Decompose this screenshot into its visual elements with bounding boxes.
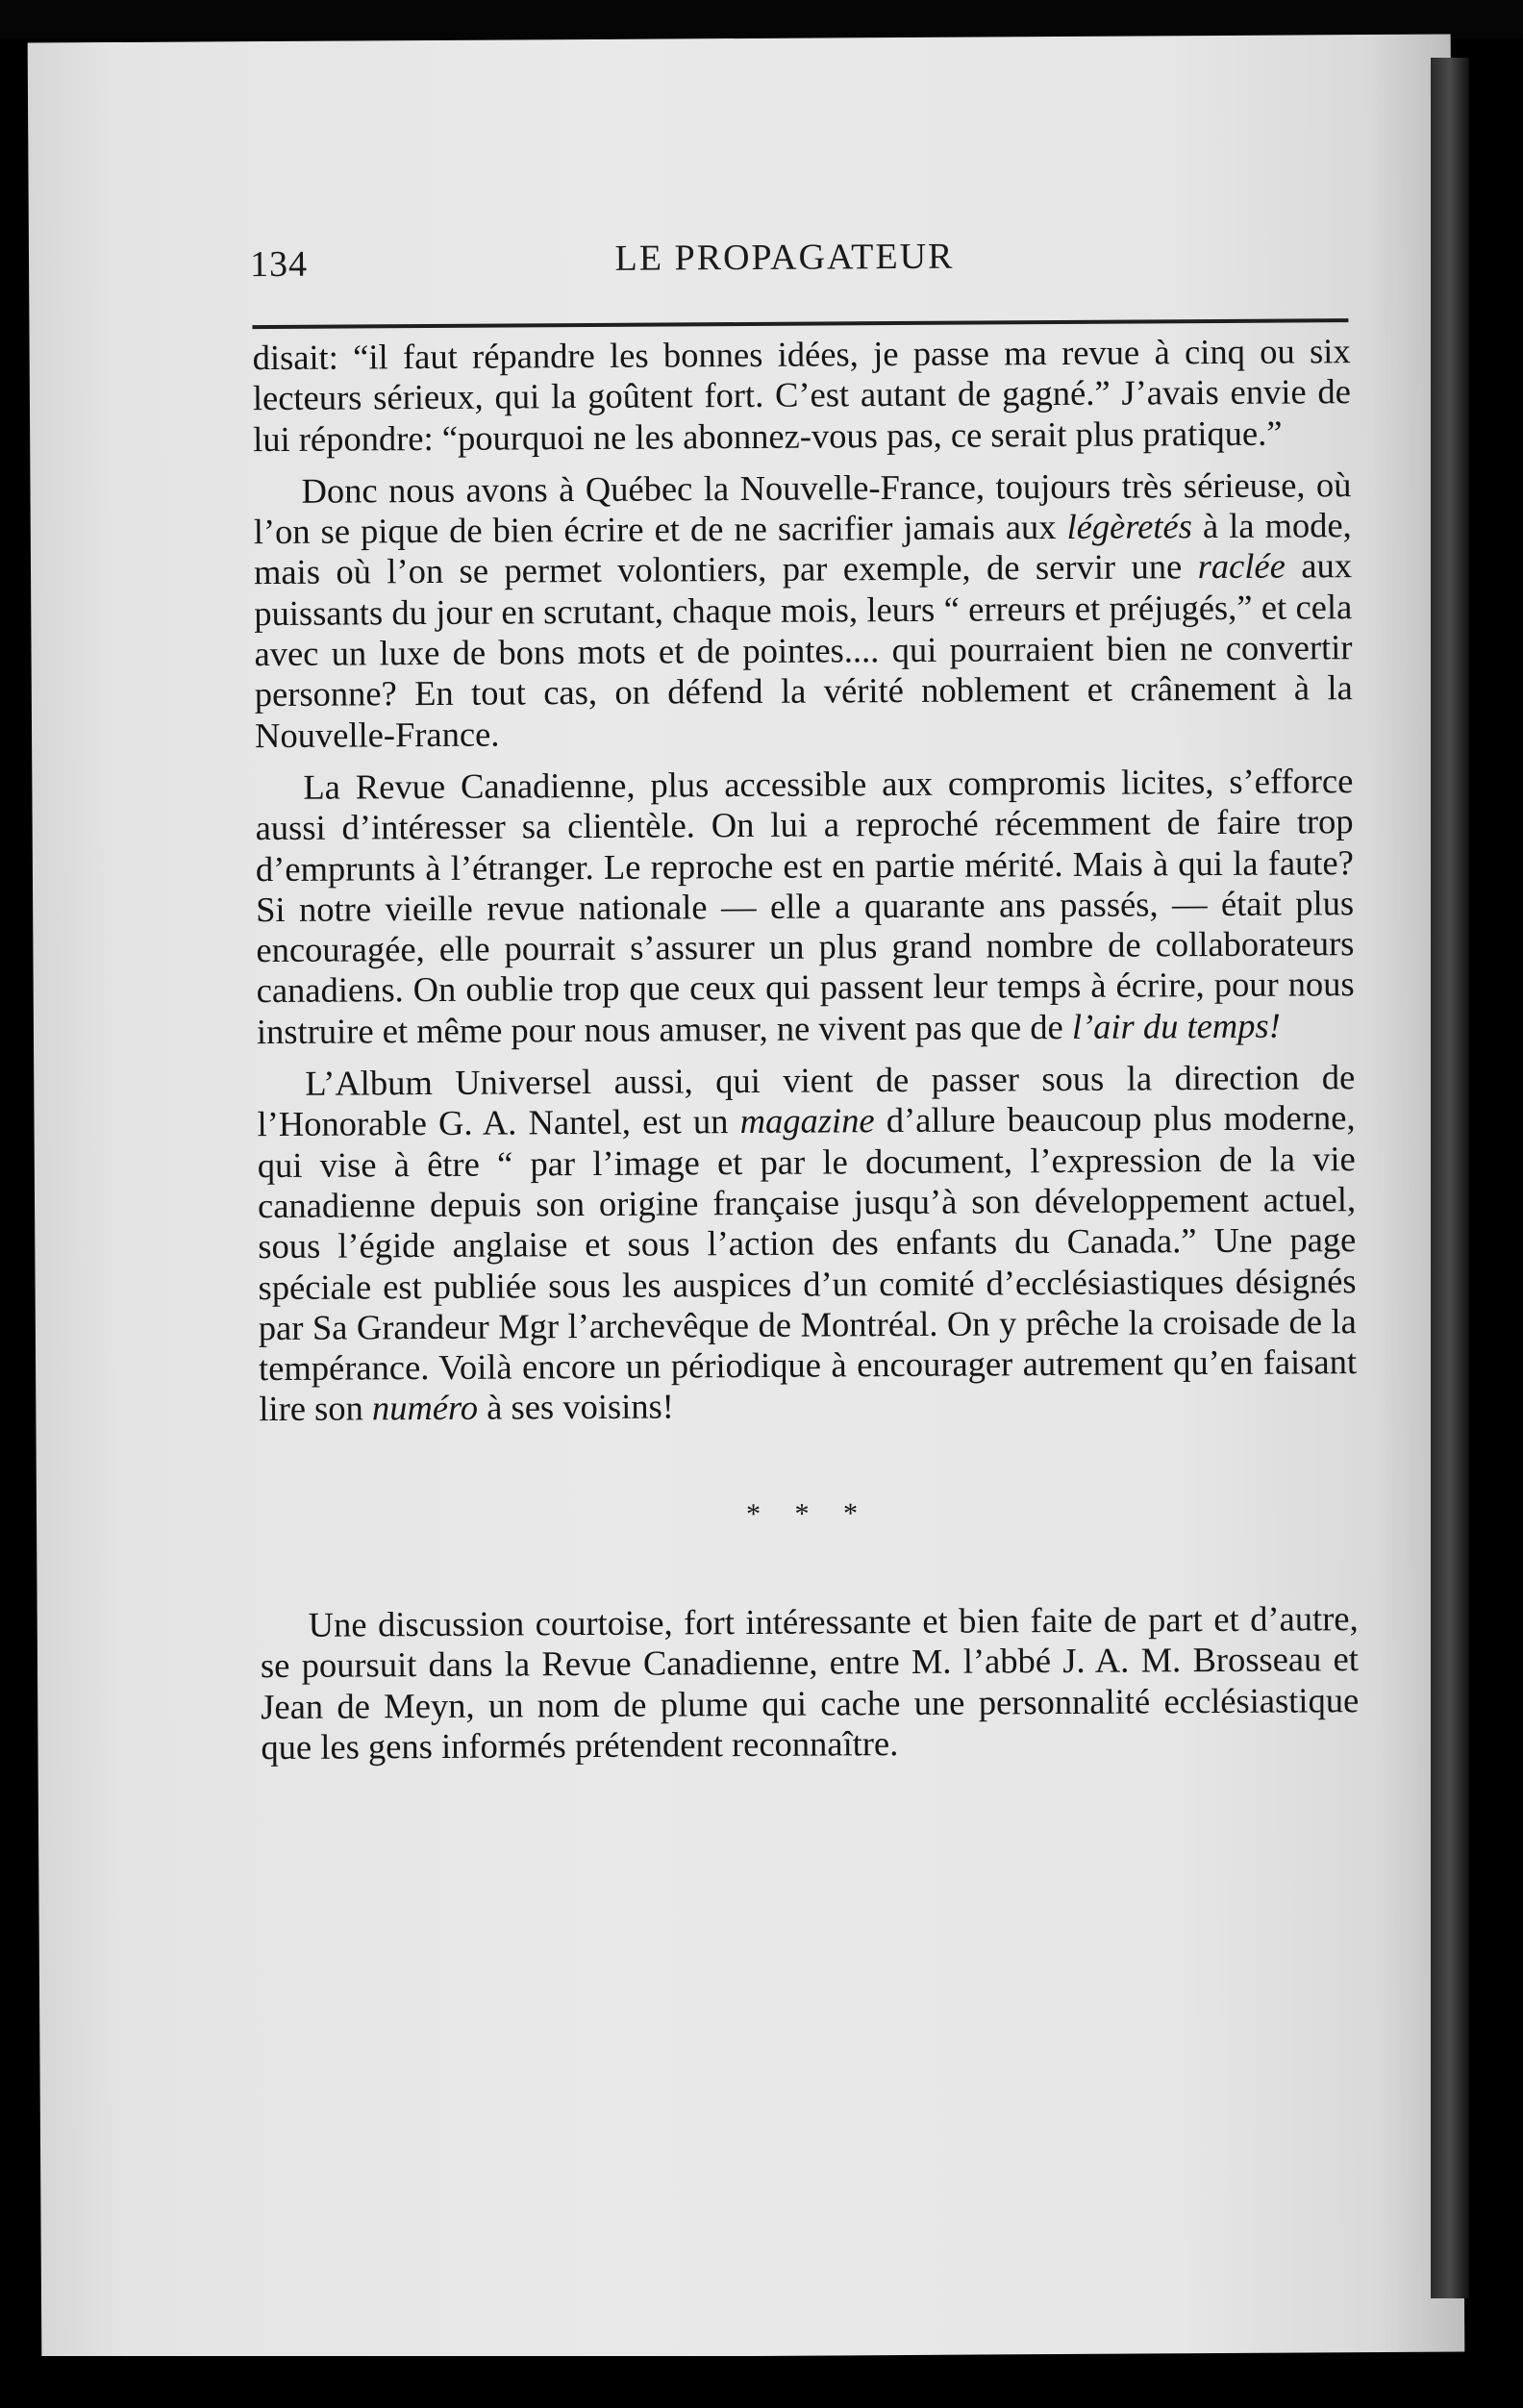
page-edge-shadow bbox=[1431, 58, 1469, 2298]
paragraph-3-text: La Revue Canadienne, plus accessible aux compromis licites, s’efforce aussi d’intéresser sa clientèle. On lui a reproché récemment de faire trop d’emprunts à l’étranger. Le reproche est en partie mérité. Mais à qui la faute? Si notre vieille revue nationale — elle a quarante ans passés, — était plus encouragée, elle pourrait s’assurer un plus grand nombre de collaborateurs canadiens. On oublie trop que ceux qui passent leur temps à écrire, pour nous instruire et même pour nous amuser, ne vivent pas que de bbox=[255, 761, 1355, 1051]
paragraph-2-text-b: à la mode, mais où l’on se permet volontiers, par exemple, de servir une bbox=[253, 505, 1352, 592]
paragraph-4-text-c: à ses voisins! bbox=[477, 1386, 674, 1428]
paragraph-4 bbox=[257, 1057, 1357, 1430]
header-rule bbox=[252, 318, 1348, 329]
paragraph-2-text-a: Donc nous avons à Québec la Nouvelle-France, toujours très sérieuse, où l’on se pique de bien écrire et de ne sacrifier jamais aux bbox=[253, 464, 1352, 552]
book-page bbox=[28, 35, 1465, 2361]
paragraph-4-italic-1: magazine bbox=[739, 1100, 875, 1141]
scan-border-top bbox=[0, 0, 1523, 38]
paragraph-3 bbox=[255, 761, 1355, 1052]
paragraph-5: Une discussion courtoise, fort intéressante et bien faite de part et d’autre, se poursuit dans la Revue Canadienne, entre M. l’abbé J. A. M. Brosseau et Jean de Meyn, un nom de plume qui cache une personnalité ecclésiastique que les gens informés prétendent reconnaître. bbox=[260, 1598, 1360, 1767]
paragraph-2 bbox=[253, 464, 1353, 756]
page-body bbox=[253, 331, 1360, 1768]
scan-border-bottom bbox=[0, 2356, 1523, 2408]
paragraph-4-italic-2: numéro bbox=[371, 1388, 479, 1428]
paragraph-3-italic: l’air du temps! bbox=[1071, 1005, 1281, 1046]
paragraph-2-text-c: aux puissants du jour en scrutant, chaque mois, leurs “ erreurs et préjugés,” et cela avec un luxe de bons mots et de pointes.... qui pourraient bien ne convertir personne? En tout cas, on défend la vérité noblement et crânement à la Nouvelle-France. bbox=[254, 545, 1353, 755]
section-separator: * * * bbox=[745, 1496, 872, 1530]
paragraph-2-italic-2: raclée bbox=[1197, 546, 1286, 587]
paragraph-4-text-b: d’allure beaucoup plus moderne, qui vise à être “ par l’image et par le document, l’expression de la vie canadienne depuis son origine française jusqu’à son développement actuel, sous l’égide anglaise et sous l’action des enfants du Canada.” Une page spéciale est publiée sous les auspices d’un comité d’ecclésiastiques désignés par Sa Grandeur Mgr l’archevêque de Montréal. On y prêche la croisade de la tempérance. Voilà encore un périodique à encourager autrement qu’en faisant lire son bbox=[257, 1097, 1358, 1429]
paragraph-1: disait: “il faut répandre les bonnes idées, je passe ma revue à cinq ou six lecteurs sérieux, qui la goûtent fort. C’est autant de gagné.” J’avais envie de lui répondre: “pourquoi ne les abonnez-vous pas, ce serait plus pratique.” bbox=[252, 331, 1352, 459]
page-number: 134 bbox=[249, 243, 309, 286]
running-title: LE PROPAGATEUR bbox=[614, 236, 955, 279]
scan-border-right bbox=[1471, 38, 1523, 2408]
page-header bbox=[215, 198, 1354, 286]
paragraph-2-italic-1: légèretés bbox=[1066, 506, 1193, 547]
paragraph-4-text-a: L’Album Universel aussi, qui vient de passer sous la direction de l’Honorable G. A. Nantel, est un bbox=[257, 1057, 1356, 1144]
